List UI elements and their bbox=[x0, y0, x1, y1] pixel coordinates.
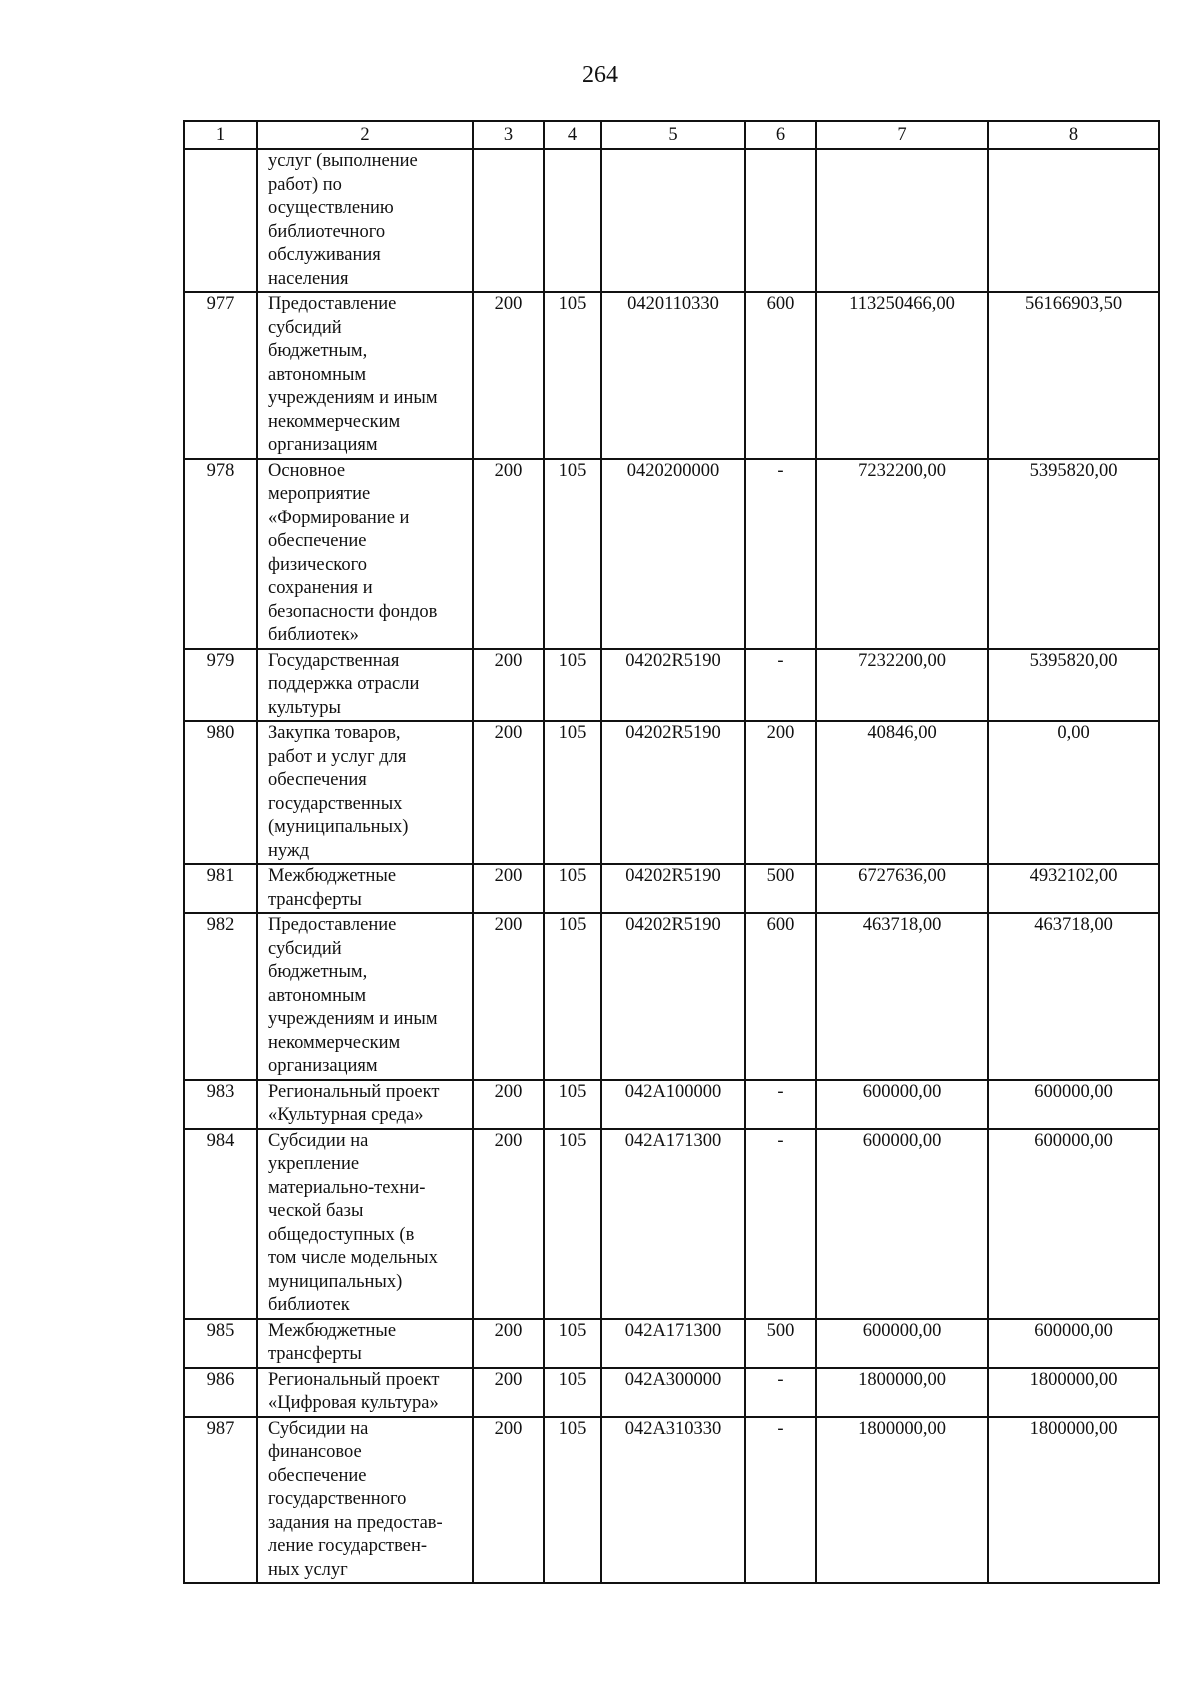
target-article-cell: 0420200000 bbox=[601, 459, 745, 649]
page-number: 264 bbox=[582, 62, 618, 88]
description-line: обеспечения bbox=[268, 770, 367, 790]
description-line: государственных bbox=[268, 793, 403, 814]
table-row bbox=[184, 292, 1159, 459]
description-cell bbox=[257, 864, 473, 913]
expense-type-cell: - bbox=[745, 1368, 816, 1417]
section-code-cell: 200 bbox=[473, 459, 544, 649]
description-line: бюджетным, bbox=[268, 341, 368, 361]
row-number-cell: 980 bbox=[184, 721, 257, 864]
table-row bbox=[184, 913, 1159, 1080]
subsection-code-cell: 105 bbox=[544, 1319, 601, 1368]
section-code-cell: 200 bbox=[473, 1319, 544, 1368]
description-line: Региональный проект bbox=[268, 1081, 440, 1102]
target-article-cell: 042A171300 bbox=[601, 1129, 745, 1319]
subsection-code-cell: 105 bbox=[544, 864, 601, 913]
expense-type-cell: 500 bbox=[745, 864, 816, 913]
description-line: обеспечение bbox=[268, 531, 367, 551]
subsection-code-cell: 105 bbox=[544, 1368, 601, 1417]
row-number-cell: 983 bbox=[184, 1080, 257, 1129]
description-line: том числе модельных bbox=[268, 1248, 438, 1268]
description-line: некоммерческим bbox=[268, 411, 401, 432]
description-line: «Цифровая культура» bbox=[268, 1393, 439, 1413]
description-cell bbox=[257, 913, 473, 1080]
executed-amount-cell: 4932102,00 bbox=[988, 864, 1159, 913]
expense-type-cell bbox=[745, 149, 816, 292]
column-header: 1 bbox=[184, 121, 257, 149]
target-article-cell: 042A171300 bbox=[601, 1319, 745, 1368]
section-code-cell: 200 bbox=[473, 1080, 544, 1129]
target-article-cell: 04202R5190 bbox=[601, 649, 745, 722]
description-line: услуг (выполнение bbox=[268, 151, 418, 171]
description-line: Предоставление bbox=[268, 915, 397, 935]
subsection-code-cell: 105 bbox=[544, 459, 601, 649]
row-number-cell: 986 bbox=[184, 1368, 257, 1417]
description-line: работ) по bbox=[268, 174, 342, 195]
description-line: Закупка товаров, bbox=[268, 723, 401, 743]
row-number-cell: 985 bbox=[184, 1319, 257, 1368]
executed-amount-cell bbox=[988, 149, 1159, 292]
expense-type-cell: - bbox=[745, 1080, 816, 1129]
description-cell bbox=[257, 459, 473, 649]
column-header: 4 bbox=[544, 121, 601, 149]
description-line: муниципальных) bbox=[268, 1271, 403, 1292]
description-line: ных услуг bbox=[268, 1559, 348, 1580]
row-number-cell: 987 bbox=[184, 1417, 257, 1584]
planned-amount-cell: 1800000,00 bbox=[816, 1417, 988, 1584]
description-line: обслуживания bbox=[268, 245, 381, 265]
description-line: Субсидии на bbox=[268, 1418, 369, 1439]
description-line: укрепление bbox=[268, 1154, 360, 1174]
planned-amount-cell: 40846,00 bbox=[816, 721, 988, 864]
section-code-cell: 200 bbox=[473, 721, 544, 864]
column-header: 3 bbox=[473, 121, 544, 149]
expense-type-cell: 600 bbox=[745, 913, 816, 1080]
description-line: организациям bbox=[268, 435, 378, 455]
description-line: физического bbox=[268, 554, 367, 575]
description-cell bbox=[257, 1417, 473, 1584]
column-header: 2 bbox=[257, 121, 473, 149]
description-line: субсидий bbox=[268, 938, 342, 959]
description-line: библиотек bbox=[268, 1295, 350, 1315]
description-cell bbox=[257, 721, 473, 864]
executed-amount-cell: 0,00 bbox=[988, 721, 1159, 864]
planned-amount-cell: 7232200,00 bbox=[816, 459, 988, 649]
executed-amount-cell: 600000,00 bbox=[988, 1080, 1159, 1129]
executed-amount-cell: 56166903,50 bbox=[988, 292, 1159, 459]
description-line: бюджетным, bbox=[268, 962, 368, 982]
description-line: ление государствен- bbox=[268, 1536, 428, 1556]
expense-type-cell: 600 bbox=[745, 292, 816, 459]
description-line: учреждениям и иным bbox=[268, 388, 438, 408]
planned-amount-cell: 6727636,00 bbox=[816, 864, 988, 913]
expense-type-cell: - bbox=[745, 649, 816, 722]
target-article-cell: 042A300000 bbox=[601, 1368, 745, 1417]
description-line: библиотек» bbox=[268, 625, 359, 645]
row-number-cell: 979 bbox=[184, 649, 257, 722]
section-code-cell: 200 bbox=[473, 1417, 544, 1584]
description-line: задания на предостав- bbox=[268, 1512, 443, 1533]
description-line: поддержка отрасли bbox=[268, 674, 420, 694]
description-line: Предоставление bbox=[268, 294, 397, 314]
table-row bbox=[184, 864, 1159, 913]
description-line: автономным bbox=[268, 985, 367, 1006]
description-line: обеспечение bbox=[268, 1465, 367, 1486]
description-line: Межбюджетные bbox=[268, 1320, 397, 1341]
description-cell bbox=[257, 649, 473, 722]
executed-amount-cell: 600000,00 bbox=[988, 1319, 1159, 1368]
planned-amount-cell: 600000,00 bbox=[816, 1129, 988, 1319]
description-line: трансферты bbox=[268, 1344, 362, 1364]
description-line: общедоступных (в bbox=[268, 1224, 415, 1245]
row-number-cell: 981 bbox=[184, 864, 257, 913]
expense-type-cell: - bbox=[745, 1129, 816, 1319]
target-article-cell: 042A310330 bbox=[601, 1417, 745, 1584]
description-line: Субсидии на bbox=[268, 1130, 369, 1151]
description-line: работ и услуг для bbox=[268, 746, 407, 767]
row-number-cell: 984 bbox=[184, 1129, 257, 1319]
description-line: библиотечного bbox=[268, 221, 386, 242]
description-line: Межбюджетные bbox=[268, 866, 397, 886]
section-code-cell bbox=[473, 149, 544, 292]
description-line: культуры bbox=[268, 697, 341, 718]
description-line: материально-техни- bbox=[268, 1177, 426, 1198]
column-header: 5 bbox=[601, 121, 745, 149]
target-article-cell: 04202R5190 bbox=[601, 864, 745, 913]
row-number-cell bbox=[184, 149, 257, 292]
expense-type-cell: 200 bbox=[745, 721, 816, 864]
target-article-cell: 04202R5190 bbox=[601, 913, 745, 1080]
description-line: нужд bbox=[268, 840, 310, 861]
description-line: Государственная bbox=[268, 650, 400, 671]
section-code-cell: 200 bbox=[473, 864, 544, 913]
description-line: субсидий bbox=[268, 317, 342, 338]
planned-amount-cell: 7232200,00 bbox=[816, 649, 988, 722]
column-header: 7 bbox=[816, 121, 988, 149]
table-row bbox=[184, 1417, 1159, 1584]
executed-amount-cell: 5395820,00 bbox=[988, 459, 1159, 649]
subsection-code-cell: 105 bbox=[544, 1129, 601, 1319]
description-line: осуществлению bbox=[268, 198, 394, 218]
description-line: Основное bbox=[268, 460, 346, 481]
description-line: Региональный проект bbox=[268, 1369, 440, 1390]
description-line: некоммерческим bbox=[268, 1032, 401, 1053]
description-line: государственного bbox=[268, 1489, 407, 1509]
description-line: населения bbox=[268, 268, 349, 289]
table-row bbox=[184, 1319, 1159, 1368]
column-header-row bbox=[184, 121, 1159, 149]
section-code-cell: 200 bbox=[473, 1368, 544, 1417]
subsection-code-cell: 105 bbox=[544, 1417, 601, 1584]
description-line: мероприятие bbox=[268, 484, 371, 504]
table-row bbox=[184, 1368, 1159, 1417]
description-cell bbox=[257, 1129, 473, 1319]
executed-amount-cell: 1800000,00 bbox=[988, 1417, 1159, 1584]
subsection-code-cell: 105 bbox=[544, 721, 601, 864]
column-header: 8 bbox=[988, 121, 1159, 149]
description-line: сохранения и bbox=[268, 578, 373, 598]
description-line: финансовое bbox=[268, 1442, 362, 1462]
description-line: организациям bbox=[268, 1056, 378, 1076]
planned-amount-cell bbox=[816, 149, 988, 292]
description-line: трансферты bbox=[268, 889, 362, 910]
description-cell bbox=[257, 292, 473, 459]
subsection-code-cell bbox=[544, 149, 601, 292]
expense-type-cell: - bbox=[745, 1417, 816, 1584]
description-line: (муниципальных) bbox=[268, 817, 409, 837]
section-code-cell: 200 bbox=[473, 292, 544, 459]
description-cell bbox=[257, 149, 473, 292]
description-line: учреждениям и иным bbox=[268, 1009, 438, 1029]
subsection-code-cell: 105 bbox=[544, 649, 601, 722]
column-header: 6 bbox=[745, 121, 816, 149]
subsection-code-cell: 105 bbox=[544, 292, 601, 459]
planned-amount-cell: 600000,00 bbox=[816, 1080, 988, 1129]
target-article-cell bbox=[601, 149, 745, 292]
planned-amount-cell: 463718,00 bbox=[816, 913, 988, 1080]
executed-amount-cell: 1800000,00 bbox=[988, 1368, 1159, 1417]
planned-amount-cell: 1800000,00 bbox=[816, 1368, 988, 1417]
executed-amount-cell: 463718,00 bbox=[988, 913, 1159, 1080]
subsection-code-cell: 105 bbox=[544, 913, 601, 1080]
description-line: автономным bbox=[268, 364, 367, 385]
target-article-cell: 04202R5190 bbox=[601, 721, 745, 864]
description-cell bbox=[257, 1368, 473, 1417]
target-article-cell: 0420110330 bbox=[601, 292, 745, 459]
description-cell bbox=[257, 1080, 473, 1129]
row-number-cell: 982 bbox=[184, 913, 257, 1080]
section-code-cell: 200 bbox=[473, 913, 544, 1080]
executed-amount-cell: 600000,00 bbox=[988, 1129, 1159, 1319]
table-row bbox=[184, 459, 1159, 649]
description-line: «Культурная среда» bbox=[268, 1105, 424, 1125]
description-cell bbox=[257, 1319, 473, 1368]
section-code-cell: 200 bbox=[473, 1129, 544, 1319]
subsection-code-cell: 105 bbox=[544, 1080, 601, 1129]
description-line: ческой базы bbox=[268, 1201, 364, 1221]
expense-type-cell: - bbox=[745, 459, 816, 649]
planned-amount-cell: 113250466,00 bbox=[816, 292, 988, 459]
table-row bbox=[184, 149, 1159, 292]
table-body bbox=[184, 149, 1159, 1583]
description-line: безопасности фондов bbox=[268, 601, 438, 622]
description-line: «Формирование и bbox=[268, 507, 410, 528]
table-row bbox=[184, 1129, 1159, 1319]
planned-amount-cell: 600000,00 bbox=[816, 1319, 988, 1368]
row-number-cell: 977 bbox=[184, 292, 257, 459]
executed-amount-cell: 5395820,00 bbox=[988, 649, 1159, 722]
budget-table bbox=[183, 120, 1160, 1584]
expense-type-cell: 500 bbox=[745, 1319, 816, 1368]
target-article-cell: 042A100000 bbox=[601, 1080, 745, 1129]
section-code-cell: 200 bbox=[473, 649, 544, 722]
table-row bbox=[184, 649, 1159, 722]
table-row bbox=[184, 721, 1159, 864]
row-number-cell: 978 bbox=[184, 459, 257, 649]
table-row bbox=[184, 1080, 1159, 1129]
